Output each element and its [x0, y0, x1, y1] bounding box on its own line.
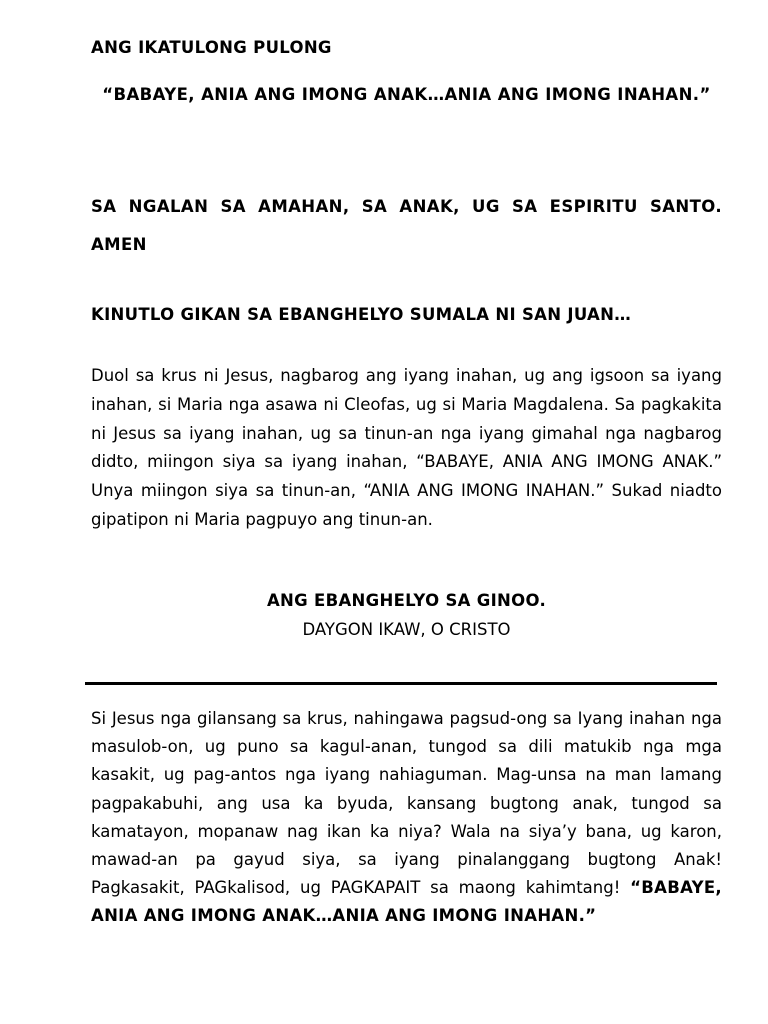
gospel-intro: KINUTLO GIKAN SA EBANGHELYO SUMALA NI SAN JUAN…	[91, 305, 632, 324]
invocation-text: SA NGALAN SA AMAHAN, SA ANAK, UG SA ESPIRITU SANTO. AMEN	[91, 197, 722, 254]
gospel-paragraph: Duol sa krus ni Jesus, nagbarog ang iyang inahan, ug ang igsoon sa iyang inahan, si Maria nga asawa ni Cleofas, ug si Maria Magdalena. Sa pagkakita ni Jesus sa iyang inahan, ug sa tinun-an nga iyang gimahal nga nagbarog didto, miingon siya sa iyang inahan, “BABAYE, ANIA ANG IMONG ANAK.” Unya miingon siya sa tinun-an, “ANIA ANG IMONG INAHAN.” Sukad niadto gipatipon ni Maria pagpuyo ang tinun-an.	[91, 366, 722, 529]
reflection-emphasis: “BABAYE, ANIA ANG IMONG ANAK…ANIA ANG IMONG INAHAN.”	[91, 878, 722, 926]
reflection-text: Si Jesus nga gilansang sa krus, nahingawa pagsud-ong sa Iyang inahan nga masulob-on, ug puno sa kagul-anan, tungod sa dili matukib nga mga kasakit, ug pag-antos nga iyang nahiaguman. Mag-unsa na man lamang pagpakabuhi, ang usa ka byuda, kansang bugtong anak, tungod sa kamatayon, mopanaw nag ikan ka niya? Wala na siya’y bana, ug karon, mawad-an pa gayud siya, sa iyang pinalanggang bugtong Anak! Pagkasakit, PAGkalisod, ug PAGKAPAIT sa maong kahimtang!	[91, 709, 722, 898]
section-heading: ANG IKATULONG PULONG	[91, 38, 332, 57]
document-title: “BABAYE, ANIA ANG IMONG ANAK…ANIA ANG IMONG INAHAN.”	[102, 85, 711, 104]
gospel-closing: ANG EBANGHELYO SA GINOO.	[266, 591, 547, 610]
section-divider	[85, 682, 717, 685]
gospel-response: DAYGON IKAW, O CRISTO	[302, 620, 511, 639]
reflection-paragraph	[91, 705, 722, 931]
